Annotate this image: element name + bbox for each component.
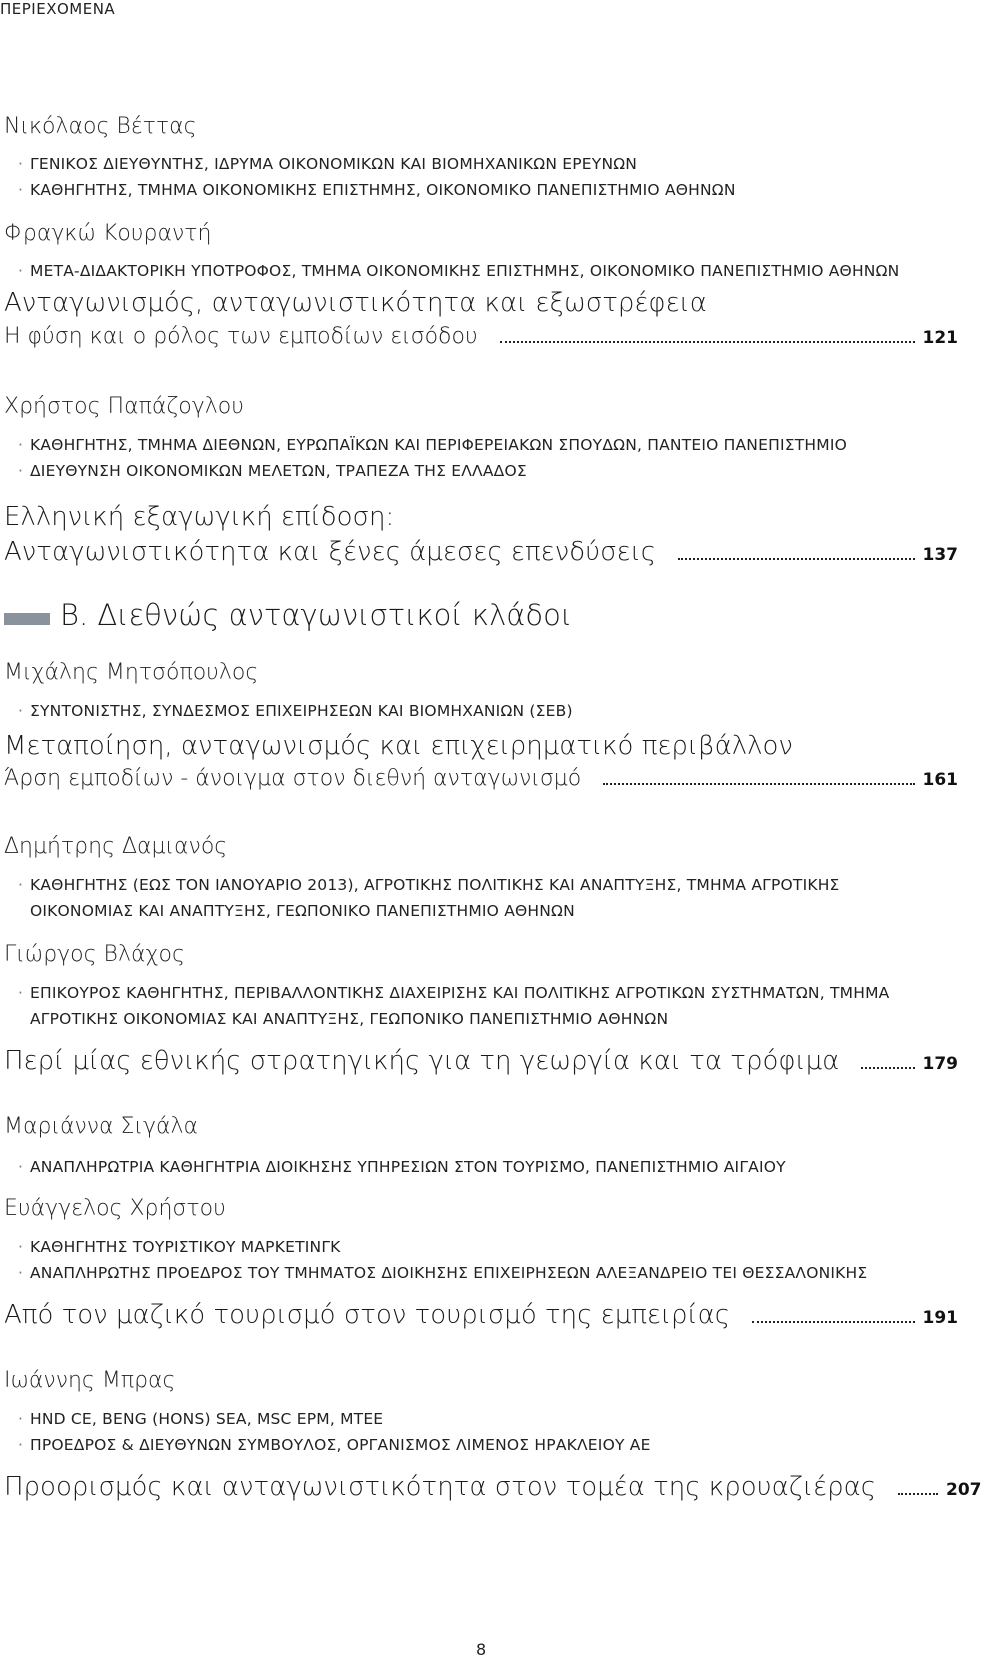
- page-number: 137: [922, 545, 958, 565]
- author-role: · ΣΥΝΤΟΝΙΣΤΗΣ, ΣΥΝΔΕΣΜΟΣ ΕΠΙΧΕΙΡΗΣΕΩΝ ΚΑΙ ΒΙΟΜΗΧΑΝΙΩΝ (ΣΕΒ): [4, 702, 573, 720]
- author-name: Μιχάλης Μητσόπουλος: [4, 660, 259, 685]
- article-title: Ελληνική εξαγωγική επίδοση:: [4, 502, 395, 532]
- toc-line[interactable]: [4, 1300, 958, 1330]
- author-name: Δημήτρης Δαμιανός: [4, 834, 228, 859]
- article-subtitle: Η φύση και ο ρόλος των εμποδίων εισόδου: [4, 324, 478, 349]
- page-header: ΠΕΡΙΕΧΟΜΕΝΑ: [0, 0, 116, 18]
- page-number: 121: [922, 328, 958, 348]
- article-title: Ανταγωνισμός, ανταγωνιστικότητα και εξωστρέφεια: [4, 288, 707, 318]
- author-role: · ΚΑΘΗΓΗΤΗΣ, ΤΜΗΜΑ ΟΙΚΟΝΟΜΙΚΗΣ ΕΠΙΣΤΗΜΗΣ, ΟΙΚΟΝΟΜΙΚΟ ΠΑΝΕΠΙΣΤΗΜΙΟ ΑΘΗΝΩΝ: [4, 181, 736, 199]
- page-number: 191: [922, 1308, 958, 1328]
- author-role: · HND CE, BENG (HONS) SEA, MSC EPM, MTEE: [4, 1410, 383, 1428]
- toc-line[interactable]: [4, 324, 958, 349]
- author-name: Ευάγγελος Χρήστου: [4, 1196, 226, 1221]
- toc-line[interactable]: [4, 537, 958, 567]
- author-role-continued: ΑΓΡΟΤΙΚΗΣ ΟΙΚΟΝΟΜΙΑΣ ΚΑΙ ΑΝΑΠΤΥΞΗΣ, ΓΕΩΠΟΝΙΚΟ ΠΑΝΕΠΙΣΤΗΜΙΟ ΑΘΗΝΩΝ: [30, 1010, 669, 1028]
- author-name: Ιωάννης Μπρας: [4, 1368, 176, 1393]
- author-name: Φραγκώ Κουραντή: [4, 221, 212, 246]
- author-name: Νικόλαος Βέττας: [4, 114, 197, 139]
- author-name: Μαριάννα Σιγάλα: [4, 1114, 199, 1139]
- author-role: · ΑΝΑΠΛΗΡΩΤΡΙΑ ΚΑΘΗΓΗΤΡΙΑ ΔΙΟΙΚΗΣΗΣ ΥΠΗΡΕΣΙΩΝ ΣΤΟΝ ΤΟΥΡΙΣΜΟ, ΠΑΝΕΠΙΣΤΗΜΙΟ ΑΙΓΑΙΟΥ: [4, 1158, 786, 1176]
- page-number: 161: [922, 770, 958, 790]
- section-heading: [4, 598, 572, 632]
- author-role: · ΔΙΕΥΘΥΝΣΗ ΟΙΚΟΝΟΜΙΚΩΝ ΜΕΛΕΤΩΝ, ΤΡΑΠΕΖΑ ΤΗΣ ΕΛΛΑΔΟΣ: [4, 462, 527, 480]
- page-number: 179: [922, 1054, 958, 1074]
- author-role: · ΚΑΘΗΓΗΤΗΣ, ΤΜΗΜΑ ΔΙΕΘΝΩΝ, ΕΥΡΩΠΑΪΚΩΝ ΚΑΙ ΠΕΡΙΦΕΡΕΙΑΚΩΝ ΣΠΟΥΔΩΝ, ΠΑΝΤΕΙΟ ΠΑΝΕΠΙΣΤΗΜΙΟ: [4, 436, 847, 454]
- author-name: Χρήστος Παπάζογλου: [4, 394, 244, 419]
- author-role: · ΕΠΙΚΟΥΡΟΣ ΚΑΘΗΓΗΤΗΣ, ΠΕΡΙΒΑΛΛΟΝΤΙΚΗΣ ΔΙΑΧΕΙΡΙΣΗΣ ΚΑΙ ΠΟΛΙΤΙΚΗΣ ΑΓΡΟΤΙΚΩΝ ΣΥΣΤΗΜΑΤΩΝ, ΤΜΗΜΑ: [4, 984, 889, 1002]
- author-role-continued: ΟΙΚΟΝΟΜΙΑΣ ΚΑΙ ΑΝΑΠΤΥΞΗΣ, ΓΕΩΠΟΝΙΚΟ ΠΑΝΕΠΙΣΤΗΜΙΟ ΑΘΗΝΩΝ: [30, 902, 575, 920]
- section-title: B. Διεθνώς ανταγωνιστικοί κλάδοι: [60, 598, 573, 632]
- dot-leader: [861, 1067, 914, 1069]
- article-title: Περί μίας εθνικής στρατηγικής για τη γεωργία και τα τρόφιμα: [4, 1046, 840, 1076]
- page-number: 207: [945, 1480, 981, 1500]
- author-role: · ΠΡΟΕΔΡΟΣ & ΔΙΕΥΘΥΝΩΝ ΣΥΜΒΟΥΛΟΣ, ΟΡΓΑΝΙΣΜΟΣ ΛΙΜΕΝΟΣ ΗΡΑΚΛΕΙΟΥ ΑΕ: [4, 1436, 651, 1454]
- author-role: · ΜΕΤΑ-ΔΙΔΑΚΤΟΡΙΚΗ ΥΠΟΤΡΟΦΟΣ, ΤΜΗΜΑ ΟΙΚΟΝΟΜΙΚΗΣ ΕΠΙΣΤΗΜΗΣ, ΟΙΚΟΝΟΜΙΚΟ ΠΑΝΕΠΙΣΤΗΜΙΟ ΑΘΗΝΩΝ: [4, 262, 899, 280]
- dot-leader: [603, 783, 914, 785]
- author-role: · ΑΝΑΠΛΗΡΩΤΗΣ ΠΡΟΕΔΡΟΣ ΤΟΥ ΤΜΗΜΑΤΟΣ ΔΙΟΙΚΗΣΗΣ ΕΠΙΧΕΙΡΗΣΕΩΝ ΑΛΕΞΑΝΔΡΕΙΟ ΤΕΙ ΘΕΣΣΑΛΟΝΙΚΗΣ: [4, 1264, 867, 1282]
- article-subtitle: Άρση εμποδίων - άνοιγμα στον διεθνή ανταγωνισμό: [4, 766, 582, 791]
- author-name: Γιώργος Βλάχος: [4, 942, 185, 967]
- footer-page-number: 8: [476, 1640, 487, 1659]
- author-role: · ΓΕΝΙΚΟΣ ΔΙΕΥΘΥΝΤΗΣ, ΙΔΡΥΜΑ ΟΙΚΟΝΟΜΙΚΩΝ ΚΑΙ ΒΙΟΜΗΧΑΝΙΚΩΝ ΕΡΕΥΝΩΝ: [4, 155, 637, 173]
- dot-leader: [678, 558, 914, 560]
- article-title: Από τον μαζικό τουρισμό στον τουρισμό της εμπειρίας: [4, 1300, 731, 1330]
- article-title: Μεταποίηση, ανταγωνισμός και επιχειρηματικό περιβάλλον: [4, 731, 793, 761]
- author-role: · ΚΑΘΗΓΗΤΗΣ (ΕΩΣ ΤΟΝ ΙΑΝΟΥΑΡΙΟ 2013), ΑΓΡΟΤΙΚΗΣ ΠΟΛΙΤΙΚΗΣ ΚΑΙ ΑΝΑΠΤΥΞΗΣ, ΤΜΗΜΑ ΑΓΡΟΤΙΚΗΣ: [4, 876, 840, 894]
- dot-leader: [752, 1321, 914, 1323]
- dot-leader: [500, 341, 915, 343]
- toc-line[interactable]: [4, 1046, 958, 1076]
- section-marker: [4, 613, 50, 625]
- toc-line[interactable]: [4, 766, 958, 791]
- author-role: · ΚΑΘΗΓΗΤΗΣ ΤΟΥΡΙΣΤΙΚΟΥ ΜΑΡΚΕΤΙΝΓΚ: [4, 1238, 341, 1256]
- article-title: Προορισμός και ανταγωνιστικότητα στον τομέα της κρουαζιέρας: [4, 1472, 876, 1502]
- dot-leader: [898, 1493, 938, 1495]
- toc-line[interactable]: [4, 1472, 981, 1502]
- article-title-continued: Ανταγωνιστικότητα και ξένες άμεσες επενδύσεις: [4, 537, 657, 567]
